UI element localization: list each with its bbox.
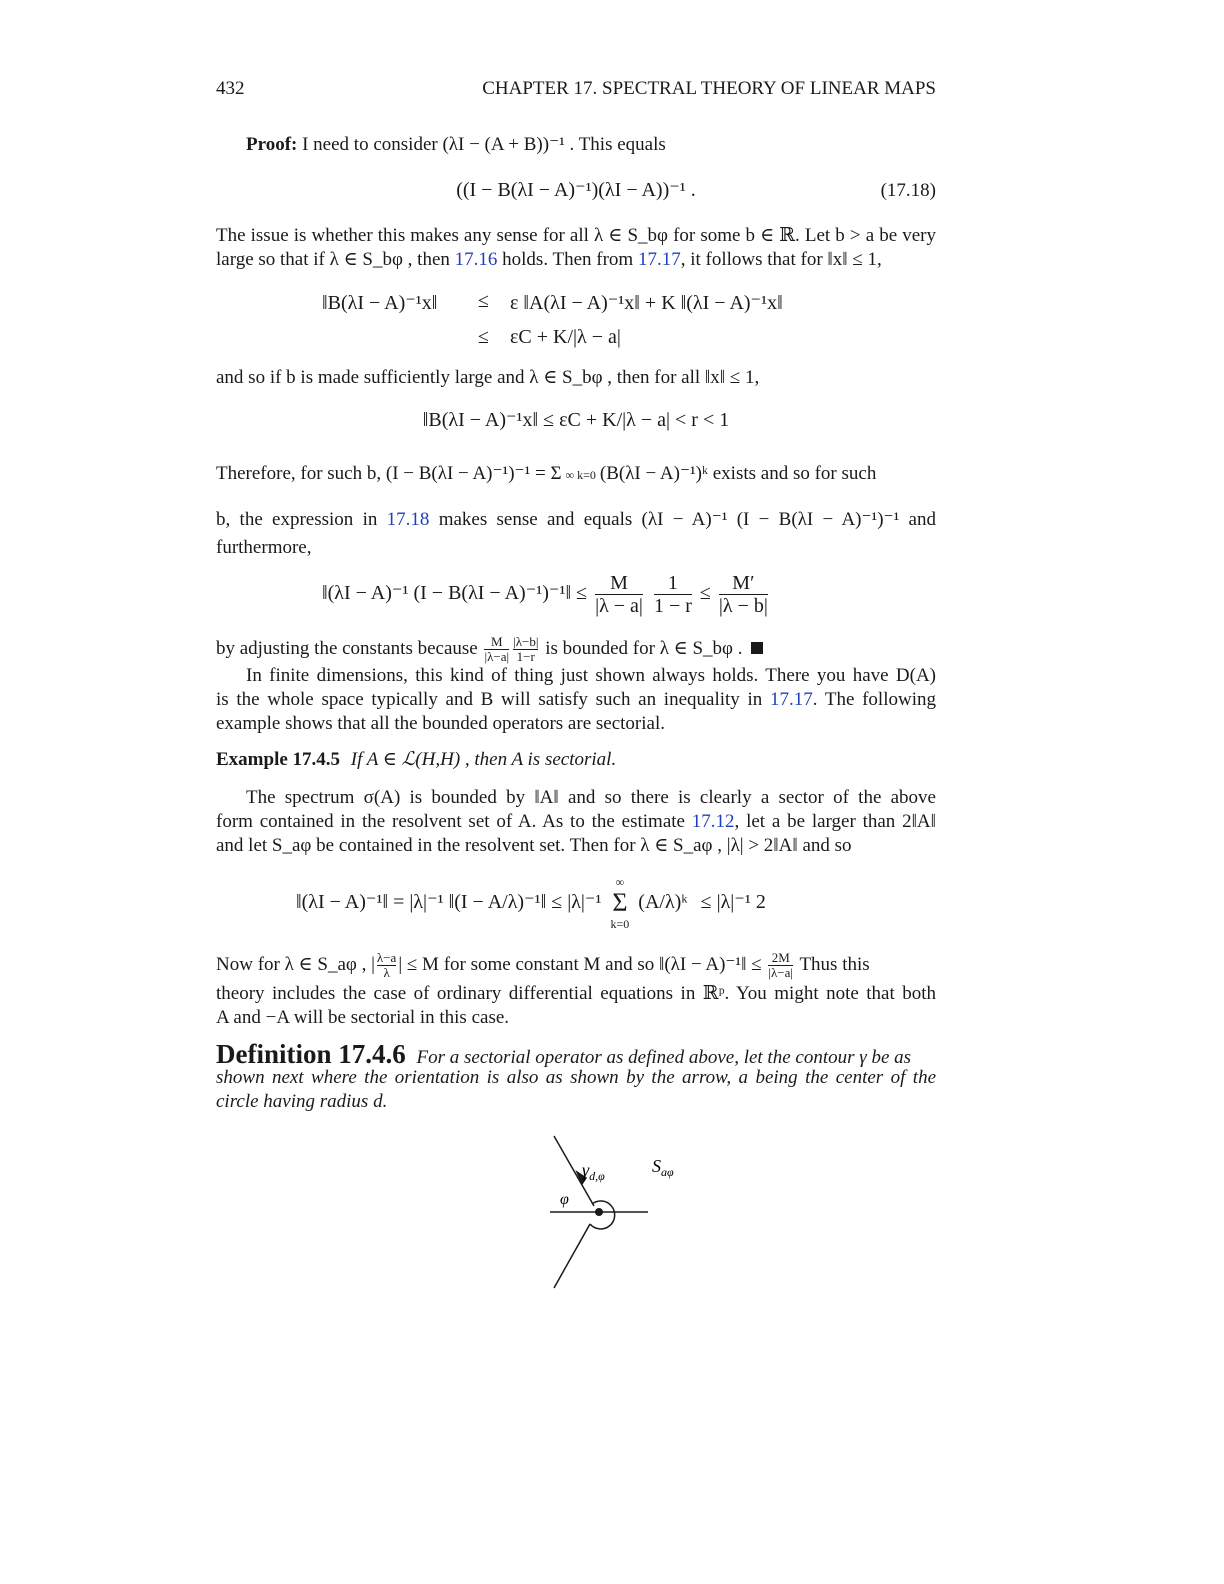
ref-link-17-17[interactable]: 17.17 xyxy=(769,689,813,710)
numerator: 2M xyxy=(768,951,793,966)
angle-label: φ xyxy=(560,1191,569,1208)
denominator: 1−r xyxy=(516,649,535,665)
example-equation xyxy=(296,870,766,934)
definition-line-3: circle having radius d. xyxy=(216,1091,388,1112)
text-span: Thus this xyxy=(799,954,870,975)
text-span: . The following xyxy=(812,689,936,710)
proof-paragraph-1-line-1: The issue is whether this makes any sense for all λ ∈ S_bφ for some b ∈ ℝ. Let b > a be very xyxy=(216,225,936,246)
text-span: | ≤ M for some constant M and so ‖(λI − A)⁻¹‖ ≤ xyxy=(398,954,762,975)
denominator: |λ−a| xyxy=(768,965,794,981)
inequality-3-rel: ≤ xyxy=(699,582,711,604)
inequality-1-rhs-2: εC + K/|λ − a| xyxy=(510,326,621,348)
small-fraction xyxy=(513,635,538,664)
text-span: is the whole space typically and B will satisfy such an inequality in xyxy=(216,689,770,710)
denominator: λ xyxy=(383,965,390,981)
definition-line-2: shown next where the orientation is also as shown by the arrow, a being the center of the xyxy=(216,1067,936,1088)
proof-intro xyxy=(246,133,966,157)
sector-subscript: aφ xyxy=(661,1165,674,1179)
equation-17-18 xyxy=(216,178,936,202)
definition-text: For a sectorial operator as defined above, let the contour γ be as xyxy=(416,1047,912,1068)
remark-line-2 xyxy=(216,688,936,712)
numerator: λ−a xyxy=(376,950,397,966)
inequality-1-rel-1: ≤ xyxy=(478,290,489,312)
chapter-title: CHAPTER 17. SPECTRAL THEORY OF LINEAR MAPS xyxy=(482,78,936,99)
example-label: Example 17.4.5 xyxy=(216,749,341,770)
proof-paragraph-5 xyxy=(216,634,936,664)
text-span: is bounded for λ ∈ S_bφ . xyxy=(545,638,743,659)
example-paragraph-2-line-2: theory includes the case of ordinary differential equations in ℝᵖ. You might note that both xyxy=(216,983,936,1004)
text-span: large so that if λ ∈ S_bφ , then xyxy=(216,249,455,270)
small-fraction xyxy=(377,951,396,980)
numerator: 1 xyxy=(654,572,692,595)
center-point xyxy=(595,1208,603,1216)
text-span: Now for λ ∈ S_aφ , | xyxy=(216,954,375,975)
fraction xyxy=(719,572,768,617)
proof-intro-text: I need to consider (λI − (A + B))⁻¹ . This equals xyxy=(302,134,666,155)
inequality-3-lhs: ‖(λI − A)⁻¹ (I − B(λI − A)⁻¹)⁻¹‖ ≤ xyxy=(322,582,588,604)
example-paragraph-2-line-3: A and −A will be sectorial in this case. xyxy=(216,1007,510,1028)
text-span: Therefore, for such b, (I − B(λI − A)⁻¹)⁻¹ = Σ xyxy=(216,463,562,484)
small-fraction xyxy=(768,951,793,980)
text-span: , it follows that for ‖x‖ ≤ 1, xyxy=(680,249,882,270)
inequality-1-rhs-1: ε ‖A(λI − A)⁻¹x‖ + K ‖(λI − A)⁻¹x‖ xyxy=(510,292,783,314)
sum-upper: ∞ xyxy=(615,875,625,890)
ref-link-17-12[interactable]: 17.12 xyxy=(691,811,735,832)
lower-ray xyxy=(554,1224,590,1288)
ref-link-17-16[interactable]: 17.16 xyxy=(454,249,498,270)
inequality-1-lhs: ‖B(λI − A)⁻¹x‖ xyxy=(322,292,438,314)
sum-limits: ∞ k=0 xyxy=(565,468,596,482)
definition-label: Definition 17.4.6 xyxy=(216,1039,406,1069)
sector-symbol: S xyxy=(652,1156,661,1176)
proof-label: Proof: xyxy=(246,134,298,155)
denominator: |λ − b| xyxy=(718,594,768,617)
qed-symbol xyxy=(751,642,763,654)
example-equation-lhs: ‖(λI − A)⁻¹‖ = |λ|⁻¹ ‖(I − A/λ)⁻¹‖ ≤ |λ|⁻¹ xyxy=(296,891,602,913)
contour-subscript: d,φ xyxy=(589,1169,605,1183)
remark-line-1: In finite dimensions, this kind of thing just shown always holds. There you have D(A) xyxy=(246,665,936,686)
inequality-1-rel-2: ≤ xyxy=(478,326,489,348)
numerator: M xyxy=(484,635,509,650)
numerator: M xyxy=(595,572,643,595)
small-fraction xyxy=(484,635,509,664)
sum-symbol: Σ xyxy=(612,888,628,918)
ref-link-17-18[interactable]: 17.18 xyxy=(386,509,430,530)
denominator: |λ−a| xyxy=(484,649,510,665)
proof-paragraph-3 xyxy=(216,462,936,487)
text-span: b, the expression in xyxy=(216,509,387,530)
contour-label xyxy=(582,1160,605,1183)
example-equation-rhs: ≤ |λ|⁻¹ 2 xyxy=(700,891,766,913)
sum-lower: k=0 xyxy=(610,917,630,932)
fraction xyxy=(654,572,692,617)
inequality-2: ‖B(λI − A)⁻¹x‖ ≤ εC + K/|λ − a| < r < 1 xyxy=(422,409,730,431)
proof-paragraph-4-line-2: furthermore, xyxy=(216,537,312,558)
text-span: holds. Then from xyxy=(497,249,638,270)
numerator: M′ xyxy=(719,572,768,595)
example-equation-term: (A/λ)ᵏ xyxy=(638,891,688,913)
example-statement: If A ∈ ℒ(H,H) , then A is sectorial. xyxy=(350,749,617,770)
denominator: 1 − r xyxy=(653,594,692,617)
summation xyxy=(611,875,630,931)
inequality-3 xyxy=(322,568,771,618)
inequality-block-1 xyxy=(322,290,822,358)
example-paragraph-1-line-2 xyxy=(216,810,936,834)
text-span: (B(λI − A)⁻¹)ᵏ exists and so for such xyxy=(599,463,877,484)
page-number: 432 xyxy=(216,78,245,99)
sector-label xyxy=(652,1156,674,1179)
proof-paragraph-4-line-1 xyxy=(216,508,936,532)
example-paragraph-1-line-1: The spectrum σ(A) is bounded by ‖A‖ and so there is clearly a sector of the above xyxy=(246,787,936,808)
example-heading xyxy=(216,748,936,772)
equation-number-17-18: (17.18) xyxy=(880,180,936,201)
contour-symbol: γ xyxy=(582,1160,590,1180)
contour-figure xyxy=(530,1126,710,1296)
example-paragraph-1-line-3: and let S_aφ be contained in the resolvent set. Then for λ ∈ S_aφ , |λ| > 2‖A‖ and so xyxy=(216,835,852,856)
denominator: |λ − a| xyxy=(595,594,643,617)
text-span: , let a be larger than 2‖A‖ xyxy=(734,811,936,832)
equation-17-18-body: ((I − B(λI − A)⁻¹)(λI − A))⁻¹ . xyxy=(456,179,696,201)
remark-line-3: example shows that all the bounded operators are sectorial. xyxy=(216,713,665,734)
example-paragraph-2-line-1 xyxy=(216,950,936,980)
text-span: form contained in the resolvent set of A. As to the estimate xyxy=(216,811,692,832)
ref-link-17-17[interactable]: 17.17 xyxy=(637,249,681,270)
proof-paragraph-1-line-2 xyxy=(216,248,936,272)
numerator: |λ−b| xyxy=(513,634,539,650)
text-span: makes sense and equals (λI − A)⁻¹ (I − B(λI − A)⁻¹)⁻¹ and xyxy=(429,509,936,530)
text-span: by adjusting the constants because xyxy=(216,638,478,659)
fraction xyxy=(595,572,643,617)
proof-paragraph-2: and so if b is made sufficiently large and λ ∈ S_bφ , then for all ‖x‖ ≤ 1, xyxy=(216,367,760,388)
